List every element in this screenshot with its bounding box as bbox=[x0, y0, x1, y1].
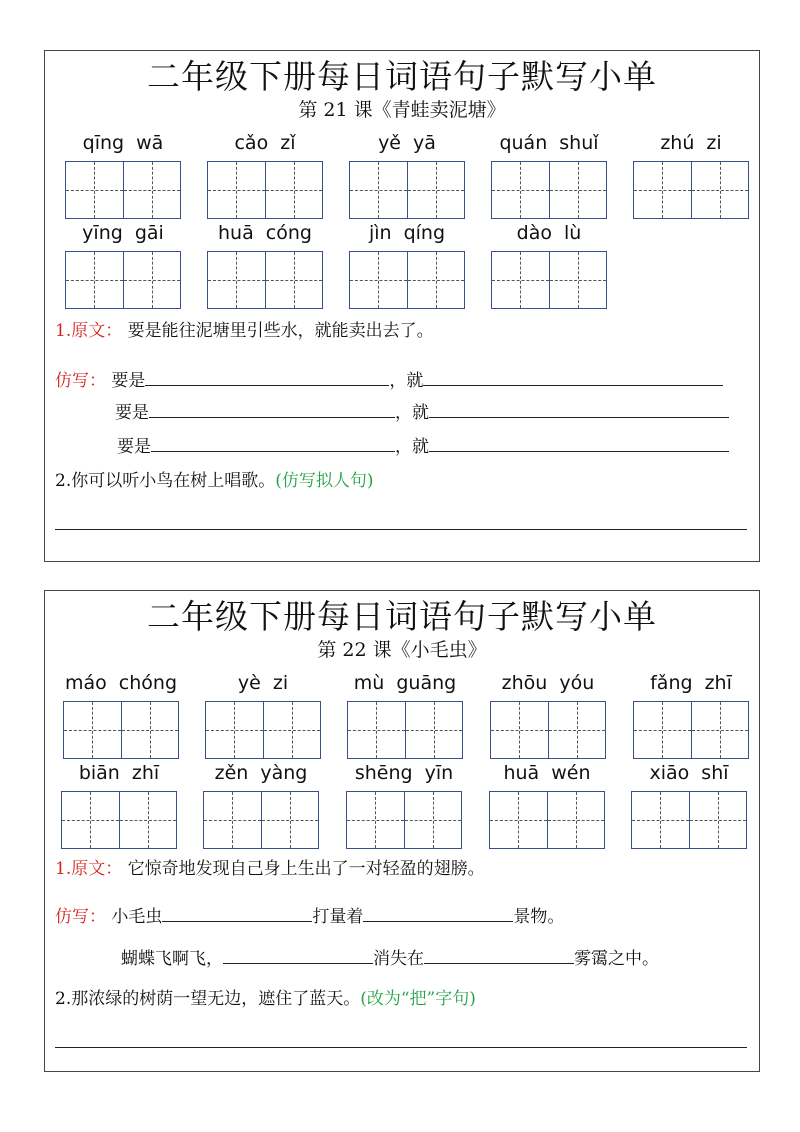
prompt-word: ，就 bbox=[395, 403, 429, 423]
prompt-word: 蝴蝶飞啊飞， bbox=[121, 949, 223, 969]
character-grid[interactable] bbox=[633, 161, 749, 219]
answer-blank[interactable] bbox=[429, 433, 729, 452]
pinyin-label: máo chóng bbox=[64, 672, 178, 694]
pinyin-label: biān zhī bbox=[78, 762, 160, 784]
original-label: 1.原文： bbox=[55, 859, 123, 879]
original-text: 它惊奇地发现自己身上生出了一对轻盈的翅膀。 bbox=[127, 859, 485, 879]
character-grid[interactable] bbox=[207, 161, 323, 219]
pinyin-label: dào lù bbox=[516, 222, 582, 244]
pinyin-label: qīng wā bbox=[82, 132, 164, 154]
answer-blank[interactable] bbox=[223, 945, 373, 964]
pinyin-label: cǎo zǐ bbox=[234, 132, 296, 154]
character-grid[interactable] bbox=[489, 791, 605, 849]
character-grid[interactable] bbox=[346, 791, 462, 849]
character-grid[interactable] bbox=[631, 791, 747, 849]
question-2 bbox=[55, 469, 374, 493]
original-text: 要是能往泥塘里引些水，就能卖出去了。 bbox=[127, 321, 434, 341]
prompt-word: 雾霭之中。 bbox=[574, 949, 659, 969]
pinyin-label: zhú zi bbox=[660, 132, 722, 154]
lesson-subtitle: 第 21 课《青蛙卖泥塘》 bbox=[298, 99, 506, 121]
answer-line[interactable] bbox=[55, 529, 747, 530]
pinyin-label: jìn qíng bbox=[368, 222, 446, 244]
answer-blank[interactable] bbox=[145, 367, 389, 386]
character-grid[interactable] bbox=[491, 161, 607, 219]
prompt-word: 小毛虫 bbox=[111, 907, 163, 927]
prompt-word: 打量着 bbox=[312, 907, 364, 927]
question-text: 2.你可以听小鸟在树上唱歌。 bbox=[55, 471, 276, 491]
prompt-word: 景物。 bbox=[513, 907, 565, 927]
pinyin-label: huā wén bbox=[503, 762, 591, 784]
answer-blank[interactable] bbox=[151, 433, 395, 452]
answer-blank[interactable] bbox=[423, 367, 723, 386]
imitation-line bbox=[55, 903, 564, 929]
pinyin-label: zěn yàng bbox=[214, 762, 308, 784]
character-grid[interactable] bbox=[203, 791, 319, 849]
worksheet-lesson-22 bbox=[44, 590, 760, 1072]
pinyin-label: mù guāng bbox=[353, 672, 457, 694]
character-grid[interactable] bbox=[63, 701, 179, 759]
answer-blank[interactable] bbox=[363, 903, 513, 922]
prompt-word: 要是 bbox=[117, 437, 151, 457]
pinyin-label: xiāo shī bbox=[649, 762, 729, 784]
original-label: 1.原文： bbox=[55, 321, 123, 341]
imitation-line bbox=[117, 433, 729, 459]
character-grid[interactable] bbox=[349, 161, 465, 219]
character-grid[interactable] bbox=[61, 791, 177, 849]
answer-blank[interactable] bbox=[149, 399, 395, 418]
answer-blank[interactable] bbox=[429, 399, 729, 418]
pinyin-label: yě yā bbox=[378, 132, 436, 154]
worksheet-title: 二年级下册每日词语句子默写小单 bbox=[147, 57, 657, 96]
question-text: 2.那浓绿的树荫一望无边，遮住了蓝天。 bbox=[55, 989, 361, 1009]
worksheet-title: 二年级下册每日词语句子默写小单 bbox=[147, 597, 657, 636]
pinyin-label: shēng yīn bbox=[354, 762, 454, 784]
answer-blank[interactable] bbox=[162, 903, 312, 922]
lesson-subtitle: 第 22 课《小毛虫》 bbox=[317, 639, 487, 661]
worksheet-lesson-21 bbox=[44, 50, 760, 562]
imitate-label: 仿写： bbox=[55, 371, 106, 391]
character-grid[interactable] bbox=[205, 701, 321, 759]
imitation-line bbox=[121, 945, 659, 971]
pinyin-label: quán shuǐ bbox=[499, 132, 599, 154]
imitate-label: 仿写： bbox=[55, 907, 106, 927]
prompt-word: 要是 bbox=[115, 403, 149, 423]
character-grid[interactable] bbox=[490, 701, 606, 759]
pinyin-label: yè zi bbox=[237, 672, 289, 694]
character-grid[interactable] bbox=[491, 251, 607, 309]
pinyin-label: huā cóng bbox=[218, 222, 312, 244]
question-2 bbox=[55, 987, 476, 1011]
character-grid[interactable] bbox=[347, 701, 463, 759]
prompt-word: ，就 bbox=[389, 371, 424, 391]
pinyin-label: zhōu yóu bbox=[501, 672, 595, 694]
prompt-word: ，就 bbox=[395, 437, 429, 457]
question-hint: (仿写拟人句) bbox=[275, 471, 374, 491]
character-grid[interactable] bbox=[65, 161, 181, 219]
prompt-word: 要是 bbox=[111, 371, 146, 391]
answer-line[interactable] bbox=[55, 1047, 747, 1048]
imitation-line bbox=[55, 367, 723, 393]
answer-blank[interactable] bbox=[424, 945, 574, 964]
pinyin-label: yīng gāi bbox=[82, 222, 164, 244]
character-grid[interactable] bbox=[207, 251, 323, 309]
prompt-word: 消失在 bbox=[373, 949, 424, 969]
character-grid[interactable] bbox=[633, 701, 749, 759]
original-sentence bbox=[55, 319, 434, 343]
character-grid[interactable] bbox=[65, 251, 181, 309]
imitation-line bbox=[115, 399, 729, 425]
pinyin-label: fǎng zhī bbox=[650, 672, 732, 694]
original-sentence bbox=[55, 857, 485, 881]
question-hint: (改为“把”字句) bbox=[360, 989, 476, 1009]
character-grid[interactable] bbox=[349, 251, 465, 309]
